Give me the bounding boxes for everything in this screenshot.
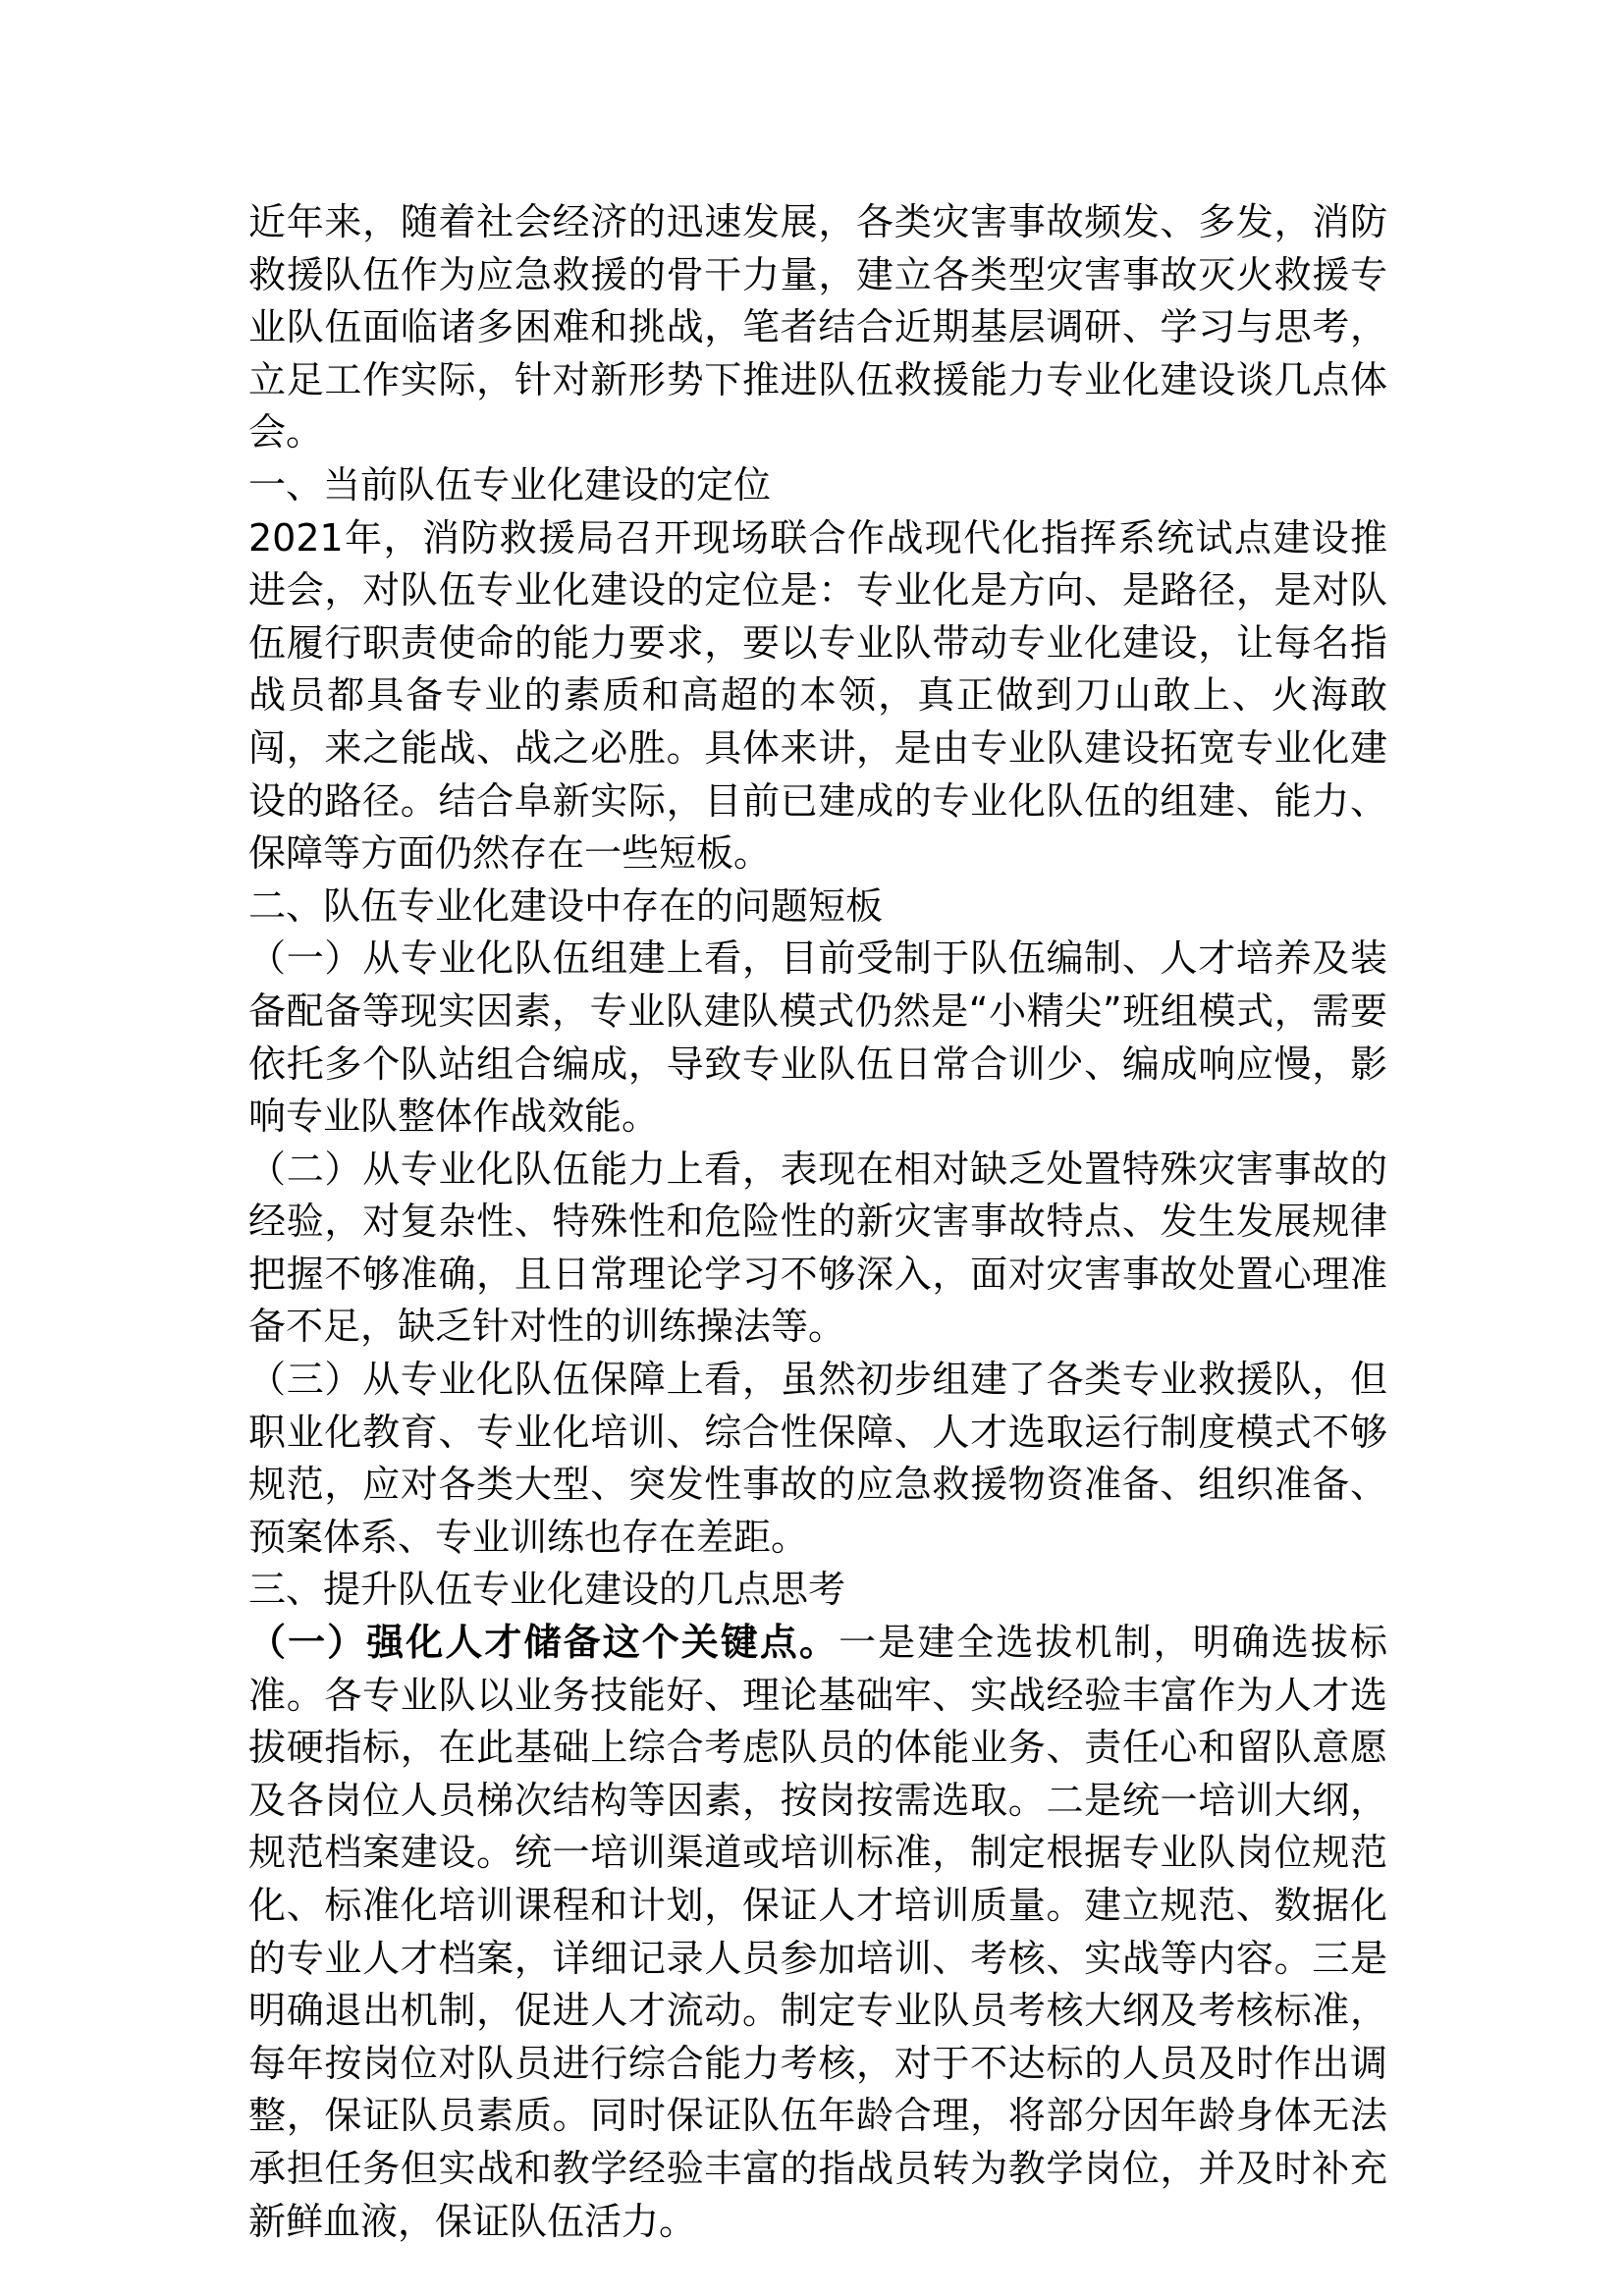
body-paragraph: （三）从专业化队伍保障上看，虽然初步组建了各类专业救援队，但职业化教育、专业化培训、综合性保障、人才选取运行制度模式不够规范，应对各类大型、突发性事故的应急救援物资准备、组织准备、预案体系、专业训练也存在差距。 bbox=[248, 1358, 1387, 1559]
body-paragraph-with-lead bbox=[248, 1617, 1387, 2248]
paragraph-body-text: 一是建全选拔机制，明确选拔标准。各专业队以业务技能好、理论基础牢、实战经验丰富作为人才选拔硬指标，在此基础上综合考虑队员的体能业务、责任心和留队意愿及各岗位人员梯次结构等因素，按岗按需选取。二是统一培训大纲，规范档案建设。统一培训渠道或培训标准，制定根据专业队岗位规范化、标准化培训课程和计划，保证人才培训质量。建立规范、数据化的专业人才档案，详细记录人员参加培训、考核、实战等内容。三是明确退出机制，促进人才流动。制定专业队员考核大纲及考核标准，每年按岗位对队员进行综合能力考核，对于不达标的人员及时作出调整，保证队员素质。同时保证队伍年龄合理，将部分因年龄身体无法承担任务但实战和教学经验丰富的指战员转为教学岗位，并及时补充新鲜血液，保证队伍活力。 bbox=[248, 1621, 1387, 2243]
body-paragraph: （二）从专业化队伍能力上看，表现在相对缺乏处置特殊灾害事故的经验，对复杂性、特殊性和危险性的新灾害事故特点、发生发展规律把握不够准确，且日常理论学习不够深入，面对灾害事故处置心理准备不足，缺乏针对性的训练操法等。 bbox=[248, 1147, 1387, 1349]
document-page bbox=[248, 196, 1387, 2248]
bold-lead-sentence: （一）强化人才储备这个关键点。 bbox=[248, 1621, 839, 1665]
body-paragraph: 2021年，消防救援局召开现场联合作战现代化指挥系统试点建设推进会，对队伍专业化建设的定位是：专业化是方向、是路径，是对队伍履行职责使命的能力要求，要以专业队带动专业化建设，让每名指战员都具备专业的素质和高超的本领，真正做到刀山敢上、火海敢闯，来之能战、战之必胜。具体来讲，是由专业队建设拓宽专业化建设的路径。结合阜新实际，目前已建成的专业化队伍的组建、能力、保障等方面仍然存在一些短板。 bbox=[248, 515, 1387, 876]
intro-paragraph: 近年来，随着社会经济的迅速发展，各类灾害事故频发、多发，消防救援队伍作为应急救援的骨干力量，建立各类型灾害事故灭火救援专业队伍面临诸多困难和挑战，笔者结合近期基层调研、学习与思考，立足工作实际，针对新形势下推进队伍救援能力专业化建设谈几点体会。 bbox=[248, 200, 1387, 454]
section-heading-2: 二、队伍专业化建设中存在的问题短板 bbox=[248, 883, 884, 928]
section-heading-1: 一、当前队伍专业化建设的定位 bbox=[248, 462, 772, 507]
section-heading-3: 三、提升队伍专业化建设的几点思考 bbox=[248, 1568, 846, 1612]
body-paragraph: （一）从专业化队伍组建上看，目前受制于队伍编制、人才培养及装备配备等现实因素，专业队建队模式仍然是“小精尖”班组模式，需要依托多个队站组合编成，导致专业队伍日常合训少、编成响应慢，影响专业队整体作战效能。 bbox=[248, 936, 1387, 1139]
